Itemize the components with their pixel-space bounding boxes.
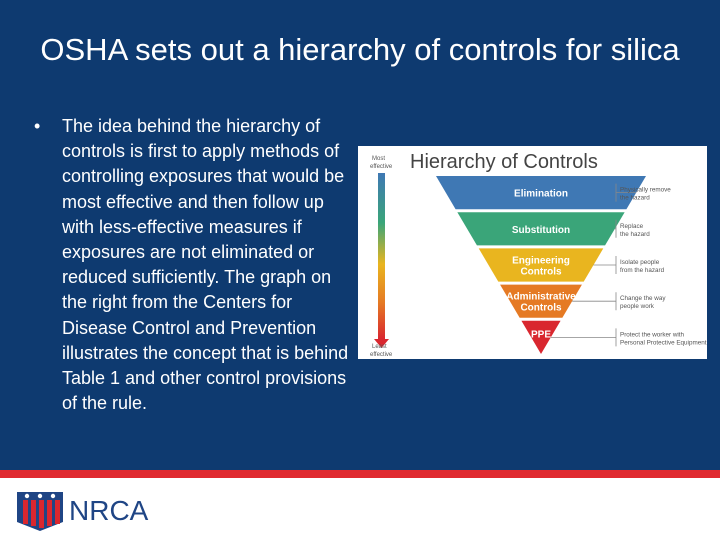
least-effective-label: Least effective [370, 344, 393, 358]
level-note: Isolate people from the hazard [620, 259, 665, 274]
logo-mark [15, 488, 155, 532]
bullet-icon: • [34, 116, 41, 136]
hierarchy-diagram [358, 146, 707, 359]
level-note: Physically remove the hazard [620, 186, 671, 202]
logo-wordmark: NRCA [69, 495, 149, 526]
level-note: Replace the hazard [620, 222, 650, 238]
level-label: Elimination [514, 188, 568, 200]
bullet-item [34, 114, 352, 416]
level-note: Protect the worker with Personal Protective Equipment [620, 331, 707, 347]
nrca-logo [15, 488, 155, 532]
level-label: Substitution [511, 224, 571, 236]
level-note: Change the way people work [620, 295, 666, 311]
effectiveness-arrow-shaft [378, 173, 385, 339]
level-label: PPE [530, 329, 552, 341]
bullet-text: The idea behind the hierarchy of controls is first to apply methods of controlling exposures that would be most effective and then follow up with less-effective measures if exposures are not eliminated or reduced sufficiently. The graph on the right from the Centers for Disease Control and Prevention illustrates the concept that is behind Table 1 and other control provisions of the rule. [62, 116, 349, 414]
level-label: Engineering Controls [512, 255, 570, 278]
most-effective-label: Most effective [370, 156, 393, 170]
slide-title: OSHA sets out a hierarchy of controls for silica [40, 32, 680, 67]
hierarchy-of-controls-figure [358, 146, 707, 359]
figure-heading: Hierarchy of Controls [410, 151, 598, 173]
footer-accent-bar [0, 470, 720, 478]
level-label: Administrative Controls [506, 291, 576, 314]
